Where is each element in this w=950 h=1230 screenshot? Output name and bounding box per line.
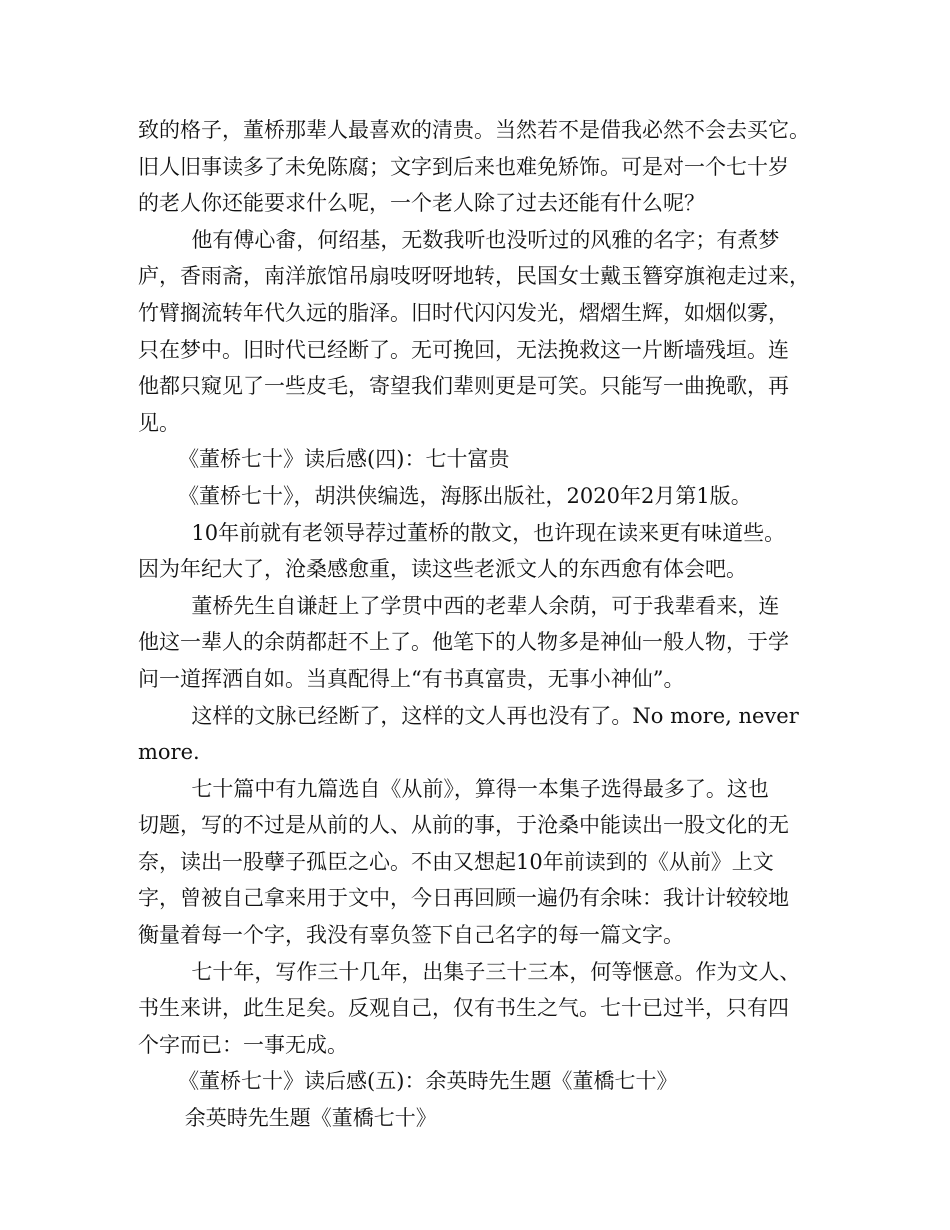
paragraph-7: 七十年，写作三十几年，出集子三十三本，何等惬意。作为文人、 书生来讲，此生足矣。反观自己，仅有书生之气。七十已过半，只有四 个字而已：一事无成。 [138, 959, 801, 1057]
paragraph-2: 他有傅心畬，何绍基，无数我听也没听过的风雅的名字；有煮梦 庐，香雨斋，南洋旅馆吊扇吱呀呀地转，民国女士戴玉簪穿旗袍走过来， 竹臂搁流转年代久远的脂泽。旧时代闪闪发光，熠熠生辉，如烟似雾， 只在梦中。旧时代已经断了。无可挽回，无法挽救这一片断墙残垣。连 他都只窥见了一些皮毛，寄望我们辈则更是可笑。只能写一曲挽歌，再 见。 [138, 227, 810, 435]
section-heading-5: 《董桥七十》读后感(五)：余英時先生題《董橋七十》 [138, 1069, 678, 1094]
document-body [138, 112, 818, 1137]
paragraph-4: 董桥先生自谦赶上了学贯中西的老辈人余荫，可于我辈看来，连 他这一辈人的余荫都赶不上了。他笔下的人物多是神仙一般人物，于学 问一道挥洒自如。当真配得上“有书真富贵，无事小神仙”。 [138, 593, 789, 691]
section-heading-4: 《董桥七十》读后感(四)：七十富贵 [138, 447, 510, 472]
subheading: 余英時先生題《董橋七十》 [138, 1106, 437, 1131]
paragraph-1: 致的格子，董桥那辈人最喜欢的清贵。当然若不是借我必然不会去买它。 旧人旧事读多了未免陈腐；文字到后来也难免矫饰。可是对一个七十岁 的老人你还能要求什么呢，一个老人除了过去还能有什么呢？ [138, 118, 810, 216]
paragraph-6: 七十篇中有九篇选自《从前》，算得一本集子选得最多了。这也 切题，写的不过是从前的人、从前的事，于沧桑中能读出一股文化的无 奈，读出一股孽子孤臣之心。不由又想起10年前读到的《从前》上文 字，曾被自己拿来用于文中，今日再回顾一遍仍有余味：我计计较较地 衡量着每一个字，我没有辜负签下自己名字的每一篇文字。 [138, 776, 789, 948]
paragraph-book-info: 《董桥七十》，胡洪侠编选，海豚出版社，2020年2月第1版。 [138, 483, 752, 508]
paragraph-5: 这样的文脉已经断了，这样的文人再也没有了。No more, never more. [138, 703, 799, 765]
paragraph-3: 10年前就有老领导荐过董桥的散文，也许现在读来更有味道些。 因为年纪大了，沧桑感愈重，读这些老派文人的东西愈有体会吧。 [138, 520, 786, 582]
